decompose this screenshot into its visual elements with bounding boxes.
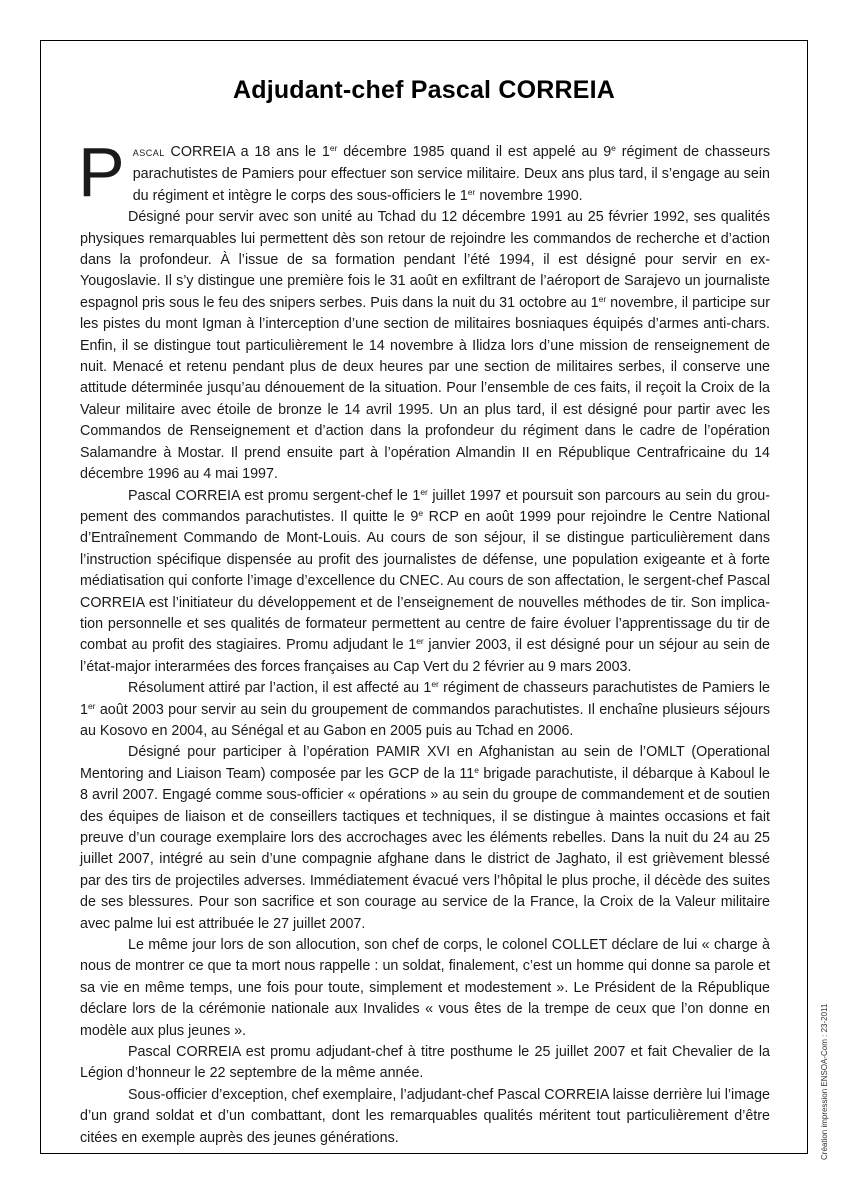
- small-caps-name: ASCAL: [132, 148, 165, 158]
- drop-cap: P: [78, 133, 125, 211]
- paragraph-5: Désigné pour participer à l’opération PAMIR XVI en Afghanistan au sein de l’OMLT (Operational Mentoring and Liaison Team) composée par les GCP de la 11e brigade parachutiste, il débarque à Kaboul le 8 avril 2007. Engagé comme sous-officier « opérations » au sein du groupe de commandement et de soutien des équipes de liaison et de conseillers tactiques et techniques, il se distingue à maintes occasions et fait preuve d’un courage exemplaire lors des accrochages avec les éléments rebelles. Dans la nuit du 24 au 25 juillet 2007, intégré au sein d’une compagnie afghane dans le district de Jaghato, il est grièvement blessé par des tirs de projectiles adverses. Immédiatement évacué vers l’hôpital le plus proche, il décède des suites de ses blessures. Pour son sacrifice et son courage au service de la France, la Croix de la Valeur militaire avec palme lui est attribuée le 27 juillet 2007.: [80, 744, 770, 932]
- page-title: Adjudant-chef Pascal CORREIA: [232, 76, 616, 104]
- paragraph-4: Résolument attiré par l’action, il est affecté au 1er régiment de chasseurs parachutistes de Pamiers le 1er août 2003 pour servir au sein du groupement de commandos parachutistes. Il enchaîne plusieurs séjours au Kosovo en 2004, au Sénégal et au Gabon en 2005 puis au Tchad en 2006.: [80, 679, 770, 739]
- paragraph-3: Pascal CORREIA est promu sergent-chef le 1er juillet 1997 et poursuit son parcours au sein du groupement des commandos parachutistes. Il quitte le 9e RCP en août 1999 pour rejoindre le Centre National d’Entraînement Commando de Mont-Louis. Au cours de son séjour, il se distingue particulièrement dans l’instruction spécifique dispensée au profit des journalistes de défense, une population exigeante et à forte médiatisation qui conforte l’image d’excellence du CNEC. Au cours de son affectation, le sergent-chef Pascal CORREIA est l’initiateur du développement et de l’enseignement de nouvelles méthodes de tir. Son implication personnelle et ses qualités de formateur permettent au centre de faire évoluer l’apprentissage du tir de combat au profit des stagiaires. Promu adjudant le 1er janvier 2003, il est désigné pour un séjour au sein de l’état-major interarmées des forces françaises au Cap Vert du 2 février au 9 mars 2003.: [80, 486, 771, 675]
- paragraph-6: Le même jour lors de son allocution, son chef de corps, le colonel COLLET déclare de lui « charge à nous de montrer ce que ta mort nous rappelle : un soldat, finalement, c’est un homme qui donne sa parole et sa vie en même temps, une fois pour toute, simplement et modestement ». Le Président de la République déclare lors de la cérémonie nationale aux Invalides « vous êtes de la trempe de ceux que l’on donne en modèle aux plus jeunes ».: [80, 937, 770, 1039]
- paragraph-1: PASCAL CORREIA a 18 ans le 1er décembre 1985 quand il est appelé au 9e régiment de chasseurs parachutistes de Pamiers pour effectuer son service militaire. Deux ans plus tard, il s’engage au sein du régiment et intègre le corps des sous-officiers le 1er novembre 1990.: [78, 133, 770, 211]
- paragraph-7: Pascal CORREIA est promu adjudant-chef à titre posthume le 25 juillet 2007 et fait Chevalier de la Légion d’honneur le 22 septembre de la même année.: [80, 1044, 770, 1082]
- paragraph-2: Désigné pour servir avec son unité au Tchad du 12 décembre 1991 au 25 février 1992, ses qualités physiques remarquables lui permettent dès son retour de rejoindre les commandos de recherche et d’action dans la profondeur. À l’issue de sa formation pendant l’été 1994, il est désigné pour servir en ex-Yougoslavie. Il s’y distingue une première fois le 31 août en exfiltrant de l’aéroport de Sarajevo un journaliste espagnol pris sous le feu des snipers serbes. Puis dans la nuit du 31 octobre au 1er novembre, il participe sur les pistes du mont Igman à l’interception d’une section de militaires bosniaques équipés d’armes anti-chars. Enfin, il se distingue tout particulièrement le 14 novembre à Ilidza lors d’une mission de renseignement de nuit. Menacé et retenu pendant plus de deux heures par une section de militaires serbes, il conserve une attitude déterminée jusqu’au dénouement de la situation. Pour l’ensemble de ces faits, il reçoit la Croix de la Valeur militaire avec étoile de bronze le 14 avril 1995. Un an plus tard, il est désigné pour partir avec les Commandos de Renseignement et d’action dans la profondeur du régiment dans le cadre de l’opération Salamandre à Mostar. Il prend ensuite part à l’opération Almandin II en République Centrafricaine du 14 décembre 1996 au 4 mai 1997.: [80, 209, 770, 483]
- print-credit: Création impression ENSOA-Com : 23-2011: [820, 1003, 829, 1160]
- biography-text: [78, 133, 771, 1149]
- paragraph-8: Sous-officier d’exception, chef exemplaire, l’adjudant-chef Pascal CORREIA laisse derrière lui l’image d’un grand soldat et d’un combattant, dont les remarquables qualités méritent tout particulièrement d’être citées en exemple auprès des jeunes générations.: [80, 1086, 770, 1146]
